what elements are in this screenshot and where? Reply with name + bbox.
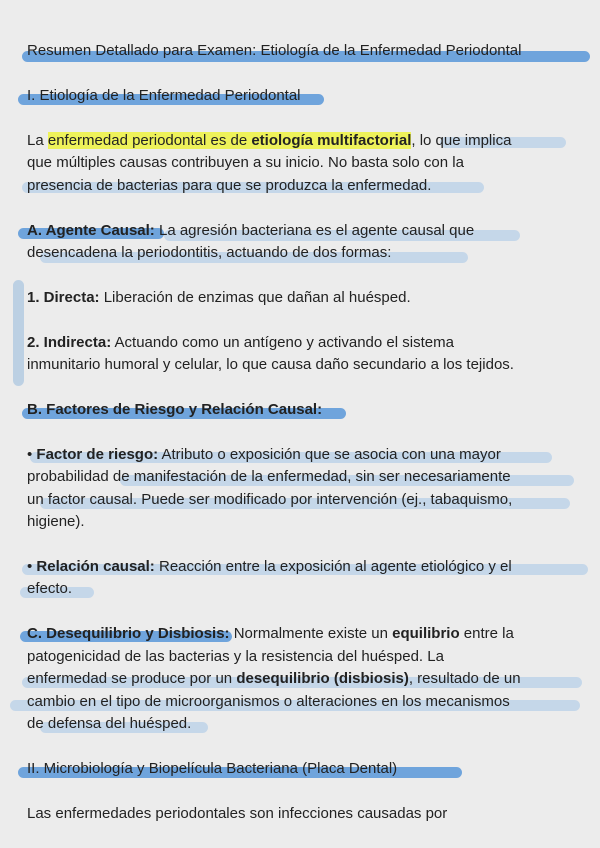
risk-line-2: probabilidad de manifestación de la enfermedad, sin ser necesariamente: [27, 468, 511, 485]
bullet: •: [27, 558, 37, 575]
imbalance-line-4: cambio en el tipo de microorganismos o alteraciones en los mecanismos: [27, 693, 510, 710]
risk-line-1: [27, 444, 501, 466]
intro-text-end: , lo que implica: [411, 132, 512, 149]
intro-line-3: presencia de bacterias para que se produzca la enfermedad.: [27, 177, 432, 194]
imbalance-label: C. Desequilibrio y Disbiosis:: [27, 625, 230, 642]
intro-highlighted: enfermedad periodontal es de: [47, 132, 252, 149]
indirect-text: Actuando como un antígeno y activando el sistema: [111, 334, 454, 351]
intro-bold: etiología multifactorial: [251, 132, 412, 149]
imbalance-line-5: de defensa del huésped.: [27, 715, 192, 732]
direct-text: Liberación de enzimas que dañan al huésped.: [99, 289, 411, 306]
risk-line-4: higiene).: [27, 513, 85, 530]
imbalance-line-3: [27, 668, 521, 690]
yellow-highlight: [48, 132, 412, 149]
agent-text: La agresión bacteriana es el agente causal que: [154, 222, 475, 239]
causal-text: Reacción entre la exposición al agente etiológico y el: [154, 558, 512, 575]
imbalance-l3-text: enfermedad se produce por un: [27, 670, 237, 687]
imbalance-bold: equilibrio: [392, 625, 460, 642]
causal-line-1: [27, 556, 512, 578]
intro-text: La: [27, 132, 48, 149]
causal-line-2: efecto.: [27, 580, 73, 597]
risk-label: Factor de riesgo:: [36, 446, 159, 463]
agent-line-2: desencadena la periodontitis, actuando de dos formas:: [27, 244, 392, 261]
indirect-label: 2. Indirecta:: [27, 334, 112, 351]
last-line: Las enfermedades periodontales son infecciones causadas por: [27, 805, 448, 822]
section1-heading: I. Etiología de la Enfermedad Periodontal: [27, 87, 301, 104]
causal-label: Relación causal:: [36, 558, 155, 575]
bullet: •: [27, 446, 37, 463]
indirect-line-1: [27, 332, 454, 354]
direct-line: [27, 287, 411, 309]
imbalance-l3-bold: desequilibrio (disbiosis): [236, 670, 409, 687]
agent-line-1: [27, 220, 474, 242]
risk-text: Atributo o exposición que se asocia con una mayor: [158, 446, 501, 463]
imbalance-text-end: entre la: [459, 625, 514, 642]
margin-mark: [13, 280, 24, 386]
imbalance-l3-end: , resultado de un: [408, 670, 521, 687]
section-b-label: B. Factores de Riesgo y Relación Causal:: [27, 401, 323, 418]
imbalance-line-2: patogenicidad de las bacterias y la resistencia del huésped. La: [27, 648, 444, 665]
risk-line-3: un factor causal. Puede ser modificado por intervención (ej., tabaquismo,: [27, 491, 513, 508]
imbalance-text: Normalmente existe un: [229, 625, 393, 642]
intro-line-1: [27, 130, 511, 152]
indirect-line-2: inmunitario humoral y celular, lo que causa daño secundario a los tejidos.: [27, 356, 514, 373]
agent-label: A. Agente Causal:: [27, 222, 155, 239]
section2-heading: II. Microbiología y Biopelícula Bacteriana (Placa Dental): [27, 760, 398, 777]
document-title: Resumen Detallado para Examen: Etiología de la Enfermedad Periodontal: [27, 42, 522, 59]
direct-label: 1. Directa:: [27, 289, 100, 306]
section-b-heading: [27, 399, 322, 421]
intro-line-2: que múltiples causas contribuyen a su inicio. No basta solo con la: [27, 154, 464, 171]
imbalance-line-1: [27, 623, 514, 645]
